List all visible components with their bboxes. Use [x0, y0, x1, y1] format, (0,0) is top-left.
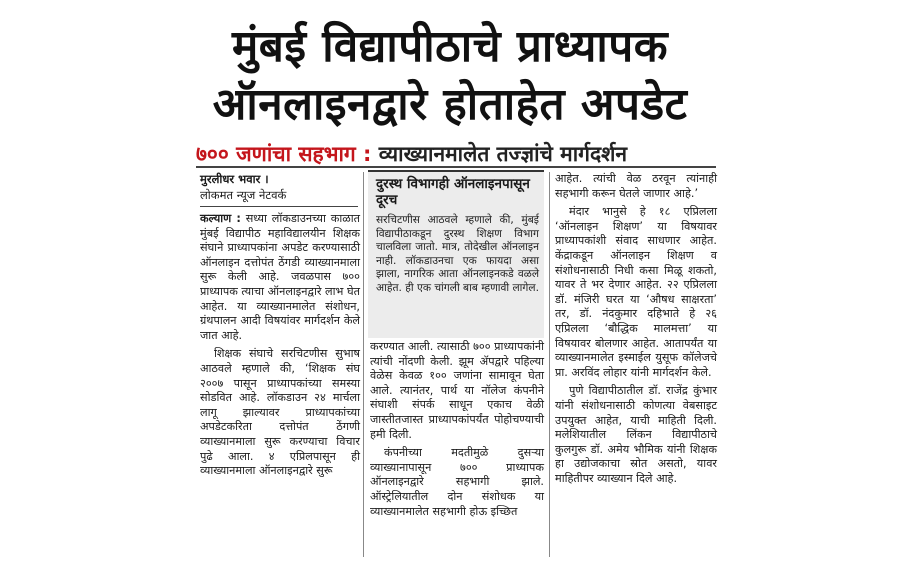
article-column-2: [370, 340, 544, 519]
paragraph: मंदार भानुसे हे १८ एप्रिलला ‘ऑनलाइन शिक्षण’ या विषयावर प्राध्यापकांशी संवाद साधणार आहेत. केंद्राकडून ऑनलाइन शिक्षण व संशोधनासाठी निधी कसा मिळू शकतो, यावर ते भर देणार आहेत. २२ एप्रिलला डॉ. मंजिरी घरत या ‘औषध साक्षरता’ तर, डॉ. नंदकुमार दहिभाते हे २६ एप्रिलला ‘बौद्धिक मालमत्ता’ या विषयावर बोलणार आहेत. आतापर्यंत या व्याख्यानमालेत इस्माईल युसूफ कॉलेजचे प्रा. अरविंद लोहार यांनी मार्गदर्शन केले.: [555, 205, 717, 379]
byline-org: लोकमत न्यूज नेटवर्क: [200, 188, 287, 202]
paragraph: कंपनीच्या मदतीमुळे दुसऱ्या व्याख्यानापासून ७०० प्राध्यापक ऑनलाइनद्वारे सहभागी झाले. ऑस्ट्रेलियातील दोन संशोधक या व्याख्यानमालेत सहभागी होऊ इच्छित: [370, 446, 544, 518]
headline-line-2: ऑनलाइनद्वारे होताहेत अपडेट: [212, 79, 688, 130]
sidebar-box-body: सरचिटणीस आठवले म्हणाले की, मुंबई विद्यापीठाकडून दुरस्थ शिक्षण विभाग चालविला जातो. मात्र, तोदेखील ऑनलाइन नाही. लॉकडाउनचा एक फायदा असा झाला, नागरिक आता ऑनलाइनकडे वळले आहेत. ही एक चांगली बाब म्हणावी लागेल.: [376, 214, 539, 294]
dateline: कल्याण :: [200, 212, 241, 225]
column-divider: [549, 172, 550, 557]
byline-rule: [200, 206, 358, 207]
article-column-3: [555, 172, 717, 486]
headline-line-1: मुंबई विद्यापीठाचे प्राध्यापक: [231, 21, 669, 72]
sidebar-box-title: दुरस्थ विभागही ऑनलाइनपासून दूरच: [376, 176, 530, 208]
paragraph: शिक्षक संघाचे सरचिटणीस सुभाष आठवले म्हणाले की, ‘शिक्षक संघ २००७ पासून प्राध्यापकांच्या समस्या सोडवित आहे. लॉकडाउन २४ मार्चला लागू झाल्यावर प्राध्यापकांच्या अपडेटकरिता दत्तोपंत ठेंगणी व्याख्यानमाला सुरू करण्याचा विचार पुढे आला. ४ एप्रिलपासून ही व्याख्यानमाला ऑनलाइनद्वारे सुरू: [200, 347, 360, 478]
column-divider: [363, 172, 364, 557]
article-column-1: [200, 212, 360, 479]
subhead-rule: [196, 166, 716, 168]
paragraph: पुणे विद्यापीठातील डॉ. राजेंद्र कुंभार यांनी संशोधनासाठी कोणत्या वेबसाइट उपयुक्त आहेत, याची माहिती दिली. मलेशियातील लिंकन विद्यापीठाचे कुलगुरू डॉ. अमेय भौमिक यांनी शिक्षक हा उद्योजकाचा स्रोत असतो, यावर माहितीपर व्याख्यान दिले आहे.: [555, 384, 717, 485]
paragraph: आहेत. त्यांची वेळ ठरवून त्यांनाही सहभागी करून घेतले जाणार आहे.’: [555, 172, 717, 200]
subheadline-highlight: ७०० जणांचा सहभाग :: [196, 142, 372, 166]
subheadline-text: व्याख्यानमालेत तज्ज्ञांचे मार्गदर्शन: [378, 142, 628, 166]
subheadline: [196, 140, 627, 168]
paragraph: करण्यात आली. त्यासाठी ७०० प्राध्यापकांनी त्यांची नोंदणी केली. झूम ॲपद्वारे पहिल्या वेळेस केवळ १०० जणांना सामावून घेता आले. त्यानंतर, पार्थ या नॉलेज कंपनीने संघाशी संपर्क साधून एकाच वेळी जास्तीतजास्त प्राध्यापकांपर्यंत पोहोचण्याची हमी दिली.: [370, 340, 544, 441]
paragraph-text: सध्या लॉकडाउनच्या काळात मुंबई विद्यापीठ महाविद्यालयीन शिक्षक संघाने प्राध्यापकांना अपडेट करण्यासाठी ऑनलाइन दत्तोपंत ठेंगडी व्याख्यानमाला सुरू केली आहे. जवळपास ७०० प्राध्यापक त्याचा ऑनलाइनद्वारे लाभ घेत आहेत. या व्याख्यानमालेत संशोधन, ग्रंथपालन आदी विषयांवर मार्गदर्शन केले जात आहे.: [200, 212, 360, 342]
paragraph: [200, 212, 360, 343]
byline-name: मुरलीधर भवार ।: [200, 172, 269, 186]
